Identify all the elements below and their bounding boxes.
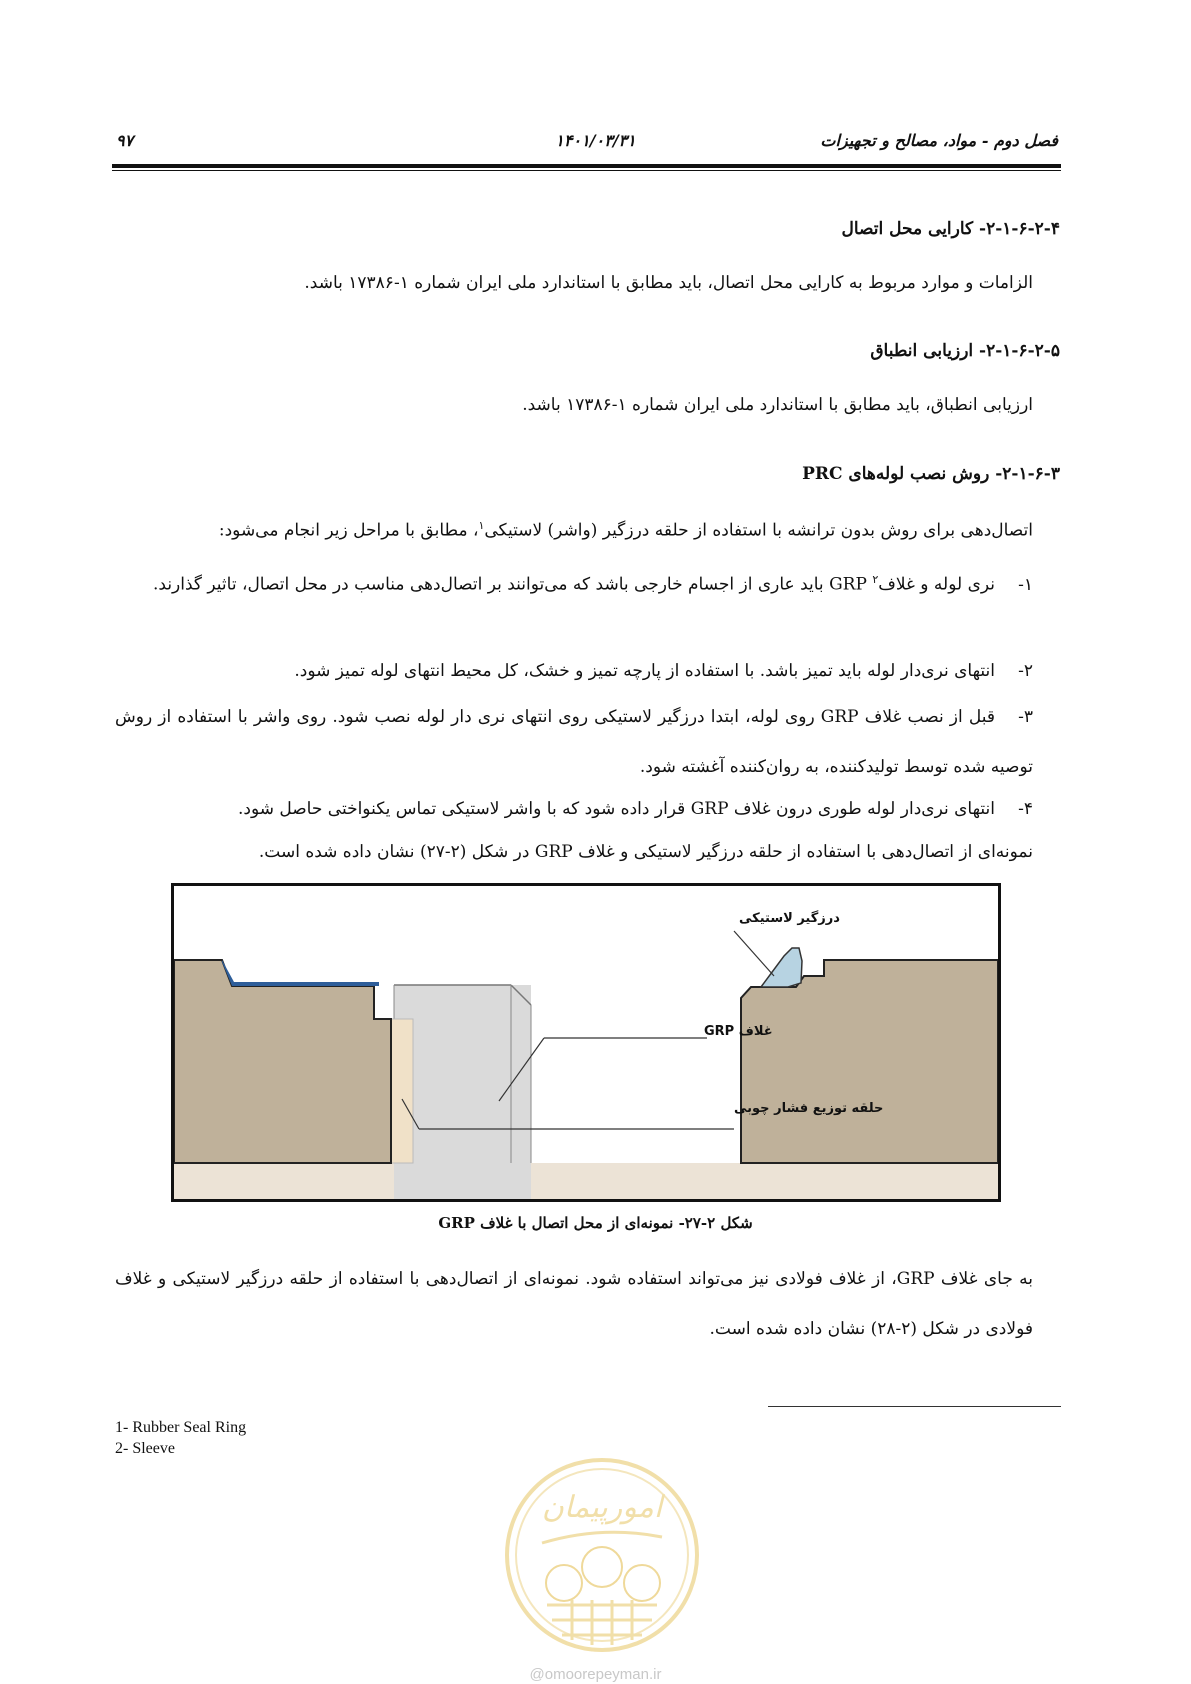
list-item-step-1: [115, 555, 1033, 610]
step-number: ۲-: [1018, 661, 1033, 681]
section-heading-installation: ۲-۱-۶-۳- روش نصب لوله‌های PRC: [802, 464, 1060, 484]
list-item-step-4: [115, 784, 1033, 834]
paragraph-joint-performance: الزامات و موارد مربوط به کارایی محل اتصال، باید مطابق با استاندارد ملی ایران شماره ۱-۱۷۳۸۶ باشد.: [304, 273, 1033, 293]
right-pipe-bell: [741, 960, 998, 1163]
step-number: ۳-: [1018, 707, 1033, 727]
joint-diagram-svg: [174, 886, 998, 1199]
label-grp-sleeve: غلاف GRP: [704, 1024, 773, 1039]
running-header-chapter: فصل دوم - مواد، مصالح و تجهیزات: [820, 131, 1058, 150]
wooden-pressure-ring: [391, 1019, 413, 1163]
section-heading-joint-performance: ۲-۱-۶-۲-۴- کارایی محل اتصال: [841, 219, 1060, 239]
figure-joint-diagram: [171, 883, 1001, 1202]
footnote-ref-1: ۱: [478, 519, 485, 532]
section-heading-conformity: ۲-۱-۶-۲-۵- ارزیابی انطباق: [870, 341, 1060, 361]
list-item-step-3: [115, 692, 1033, 792]
leader-seal: [734, 931, 774, 976]
footnote-rule: [768, 1406, 1061, 1407]
step-text: انتهای نری‌دار لوله طوری درون غلاف GRP قرار داده شود که با واشر لاستیکی تماس یکنواختی حاصل شود.: [237, 799, 995, 819]
gear-icon: [546, 1565, 582, 1601]
step-number: ۴-: [1018, 799, 1033, 819]
label-rubber-seal: درزگیر لاستیکی: [739, 911, 840, 926]
footnote-2: 2- Sleeve: [115, 1440, 175, 1457]
step-text-a: نری لوله و غلاف: [878, 574, 995, 595]
person-icon: [582, 1547, 622, 1587]
left-pipe-spigot: [174, 960, 391, 1163]
paragraph-steel-sleeve: به جای غلاف GRP، از غلاف فولادی نیز می‌تواند استفاده شود. نمونه‌ای از اتصال‌دهی با استفاده از حلقه درزگیر لاستیکی و غلاف فولادی در شکل (۲-۲۸) نشان داده شده است.: [115, 1269, 1033, 1339]
paragraph-example-reference: نمونه‌ای از اتصال‌دهی با استفاده از حلقه درزگیر لاستیکی و غلاف GRP در شکل (۲-۲۷) نشان داده شده است.: [258, 842, 1033, 862]
stamp-graphic: [502, 1455, 702, 1655]
list-item-step-2: [115, 646, 1033, 696]
ground-band-left: [174, 1163, 998, 1199]
step-text-b: GRP باید عاری از اجسام خارجی باشد که می‌توانند بر اتصال‌دهی مناسب در محل اتصال، تاثیر گذارند.: [153, 574, 873, 595]
watermark-stamp-logo: [502, 1455, 702, 1655]
figure-caption: شکل ۲-۲۷- نمونه‌ای از محل اتصال با غلاف GRP: [438, 1214, 753, 1232]
step-text: انتهای نری‌دار لوله باید تمیز باشد. با استفاده از پارچه تمیز و خشک، کل محیط انتهای لوله تمیز شود.: [294, 661, 995, 681]
step-number: ۱-: [1018, 574, 1033, 595]
stamp-text: امورپیمان: [541, 1490, 663, 1525]
footnote-1: 1- Rubber Seal Ring: [115, 1419, 247, 1436]
intro-text-a: اتصال‌دهی برای روش بدون ترانشه با استفاده از حلقه درزگیر (واشر) لاستیکی: [484, 520, 1033, 541]
footnote-ref-2: ۲: [872, 573, 879, 586]
gear-icon: [624, 1565, 660, 1601]
paragraph-installation-intro: [219, 519, 1033, 541]
intro-text-b: ، مطابق با مراحل زیر انجام می‌شود:: [218, 520, 479, 541]
paragraph-conformity: ارزیابی انطباق، باید مطابق با استاندارد ملی ایران شماره ۱-۱۷۳۸۶ باشد.: [522, 395, 1033, 415]
rubber-gasket-strip: [222, 960, 379, 986]
running-header-date: ۱۴۰۱/۰۳/۳۱: [555, 131, 636, 150]
label-wooden-ring: حلقه توزیع فشار چوبی: [734, 1101, 884, 1116]
step-text: قبل از نصب غلاف GRP روی لوله، ابتدا درزگیر لاستیکی روی انتهای نری دار لوله نصب شود. روی واشر با استفاده از روش توصیه شده توسط تولیدکننده، به روان‌کننده آغشته شود.: [115, 707, 1033, 777]
watermark-url: @omoorepeyman.ir: [529, 1666, 662, 1683]
header-rule-thin: [112, 170, 1061, 171]
page-number: ۹۷: [116, 131, 134, 150]
header-rule-thick: [112, 164, 1061, 168]
